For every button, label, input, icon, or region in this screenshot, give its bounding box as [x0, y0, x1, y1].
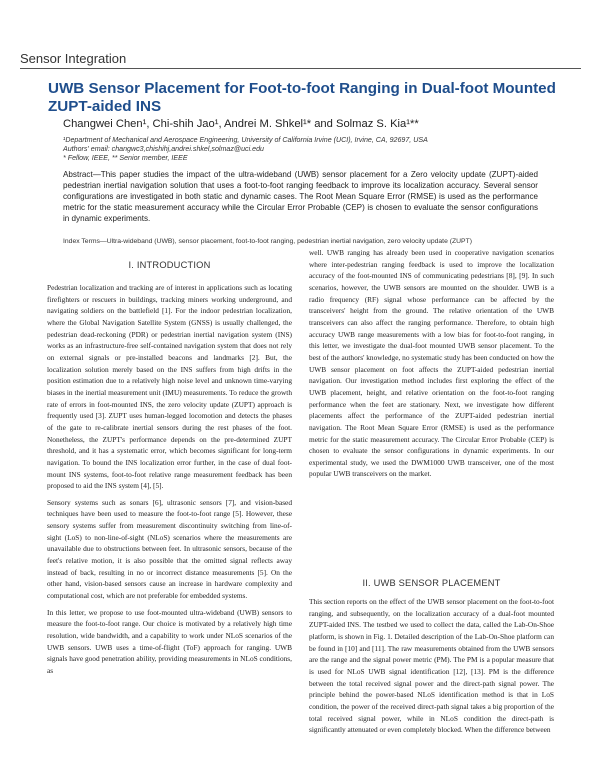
paragraph: In this letter, we propose to use foot-mounted ultra-wideband (UWB) sensors to measure the foot-to-foot range. Our choice is motivated by a relatively high time resolution, wide bandwidth, and a capability to work under NLoS scenarios of the UWB sensors. UWB uses a time-of-flight (ToF) approach for ranging. UWB signals have good penetration ability, providing measurements in NLoS conditions, as — [47, 607, 292, 675]
index-terms: Index Terms—Ultra-wideband (UWB), sensor placement, foot-to-foot ranging, pedestrian inertial navigation, zero velocity update (ZUPT) — [63, 238, 473, 245]
paragraph: Pedestrian localization and tracking are of interest in applications such as locating firefighters or rescuers in buildings, tracking miners working underground, and navigating soldiers on the battlefield [1]. For the indoor pedestrian localization, where the Global Navigation Satellite System (GNSS) is usually challenged, the pedestrian dead-reckoning (PDR) or pedestrian inertial navigation system (INS) works as an infrastructure-free self-contained navigation system that does not rely on external signals or pre-installed beacons and landmarks [2]. But, the localization solution merely based on the INS suffers from high drifts in the position estimation due to a relatively high noise level and unknown time-varying biases in the inertial measurement unit (IMU) measurements. To reduce the growth rate of errors in foot-mounted INS, the zero velocity update (ZUPT) approach is frequently used [3]. ZUPT uses human-legged locomotion and detects the phases of the gate to re-calibrate inertial sensors during the rest phases of the foot. Nonetheless, the ZUPT's performance depends on the pre-determined ZUPT threshold, and it has a systematic error, which becomes significant for long-term navigation. To bound the INS localization error further, in the case of dual foot-mount INS systems, foot-to-foot relative range measurement feedback has been proposed to aid the INS system [4], [5]. — [47, 283, 292, 491]
right-column — [309, 247, 554, 485]
paper-title: UWB Sensor Placement for Foot-to-foot Ranging in Dual-foot Mounted ZUPT-aided INS — [48, 80, 556, 115]
authors: Changwei Chen¹, Chi-shih Jao¹, Andrei M. Shkel¹* and Solmaz S. Kia¹** — [63, 118, 419, 130]
paragraph: This section reports on the effect of the UWB sensor placement on the foot-to-foot ranging, and subsequently, on the localization accuracy of a dual-foot mounted ZUPT-aided INS. The testbed we used to collect the data, called the Lab-On-Shoe platform, is shown in Fig. 1. Detailed description of the Lab-On-Shoe platform can be found in [10] and [11]. The raw measurements obtained from the UWB sensors are the range and the signal power metric (PM). The PM is a popular measure that is used for NLoS UWB signal identification [12], [13]. PM is the difference between the total received signal power and the direct-path signal power. The principle behind the power-based NLoS identification method is that in LoS condition, the power of the received direct-path signal takes a big proportion of the total received signal power, while in NLoS condition the direct-path is significantly attenuated or even completely blocked. When the difference between — [309, 597, 554, 735]
affiliation-email: Authors' email: changwc3,chishihj,andrei.shkel,solmaz@uci.edu — [63, 145, 264, 153]
header-rule — [20, 68, 581, 69]
paragraph: well. UWB ranging has already been used in cooperative navigation scenarios where inter-pedestrian ranging feedback is used to improve the localization accuracy of the foot-mounted INS of communicating pedestrians [8], [9]. In such scenarios, however, the UWB sensors are mounted on the shoulder. UWB is a radio frequency (RF) signal whose performance can be affected by the transceivers' height from the ground. The relative orientation of the UWB transceivers can also affect the ranging performance. Therefore, to obtain high accuracy UWB range measurements with a low bias for foot-to-foot ranging, in this letter, we investigate the dual-foot mounted UWB sensor placement. To the best of the authors' knowledge, no systematic study has been conducted on how the UWB sensor placement on foot affects the ZUPT-aided pedestrian inertial navigation. Our investigation method includes first exploring the effect of the UWB placement, height, and relative orientation on the foot-to-foot ranging performance when the feet are stationary. Next, we investigate how different placements affect the performance of the ZUPT-aided pedestrian inertial navigation. The Root Mean Square Error (RMSE) is used as the performance metric for the static measurement accuracy. The Circular Error Probable (CEP) is chosen to evaluate the sensor configurations in dynamic experiments. In our experimental study, we used the DWM1000 UWB transceiver, one of the most popular UWB transceivers on the market. — [309, 248, 554, 479]
affiliation-membership: * Fellow, IEEE, ** Senior member, IEEE — [63, 154, 188, 162]
right-column-section-2 — [309, 596, 554, 741]
section-heading-introduction: I. INTRODUCTION — [128, 260, 211, 270]
section-heading-placement: II. UWB SENSOR PLACEMENT — [362, 578, 501, 588]
paragraph: Sensory systems such as sonars [6], ultrasonic sensors [7], and vision-based techniques have been used to measure the foot-to-foot range [5]. However, these sensory systems suffer from measurement discontinuity switching from line-of-sight (LoS) to non-line-of-sight (NLoS) scenarios where the measurements are unavailable due to obstructions between feet. In ultrasonic sensors, because of the feet's relative motion, it is also possible that the omitted signal reflects away instead of back, resulting in no or incorrect distance measurements [5]. On the other hand, vision-based sensors cause an increase in hardware complexity and computational cost, which are not preferable for embedded systems. — [47, 497, 292, 601]
left-column — [47, 282, 292, 682]
affiliation-line: ¹Department of Mechanical and Aerospace Engineering, University of California Irvine (UCI), Irvine, CA, 92697, USA — [63, 136, 428, 144]
abstract: Abstract—This paper studies the impact of the ultra-wideband (UWB) sensor placement for a Zero velocity update (ZUPT)-aided pedestrian inertial navigation solution that uses a foot-to-foot ranging feedback to improve its localization accuracy. Several sensor configurations are investigated in both static and dynamic cases. The Root Mean Square Error (RMSE) is used as the performance metric for the static measurement accuracy while the Circular Error Probable (CEP) is chosen to evaluate the sensor configurations in dynamic experiments. — [63, 170, 538, 223]
affiliation — [63, 136, 543, 163]
section-label: Sensor Integration — [20, 51, 127, 66]
